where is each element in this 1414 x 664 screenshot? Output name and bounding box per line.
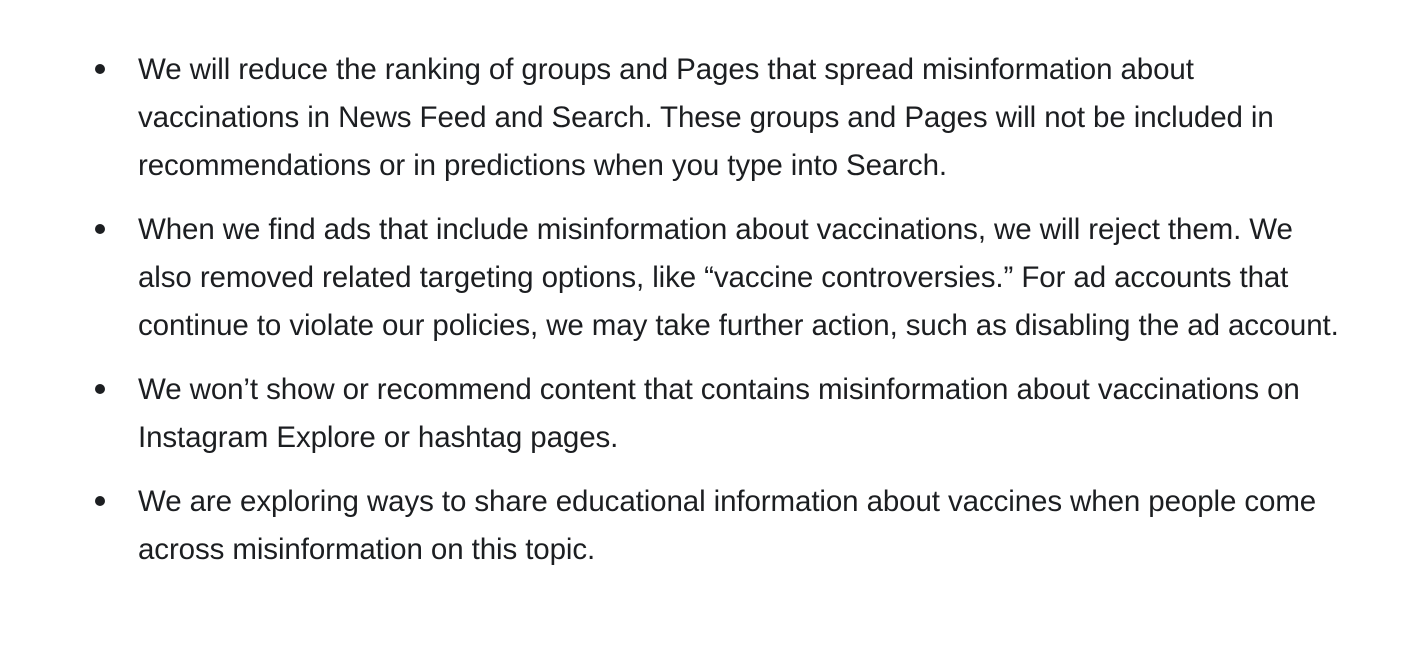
bullet-icon <box>95 496 105 506</box>
list-item-text: We are exploring ways to share educational information about vaccines when people come across misinformation on this topic. <box>138 485 1317 566</box>
bullet-icon <box>95 64 105 74</box>
list-item-text: When we find ads that include misinformation about vaccinations, we will reject them. We also removed related targeting options, like “vaccine controversies.” For ad accounts that continue to violate our policies, we may take further action, such as disabling the ad account. <box>138 213 1339 342</box>
bullet-icon <box>95 224 105 234</box>
list-item-text: We won’t show or recommend content that contains misinformation about vaccinations on Instagram Explore or hashtag pages. <box>138 373 1300 454</box>
bullet-icon <box>95 384 105 394</box>
list-item <box>0 478 1414 574</box>
bullet-list <box>0 46 1414 590</box>
list-item <box>0 206 1414 350</box>
list-item <box>0 46 1414 190</box>
list-item <box>0 366 1414 462</box>
list-item-text: We will reduce the ranking of groups and Pages that spread misinformation about vaccinations in News Feed and Search. These groups and Pages will not be included in recommendations or in predictions when you type into Search. <box>138 53 1274 182</box>
